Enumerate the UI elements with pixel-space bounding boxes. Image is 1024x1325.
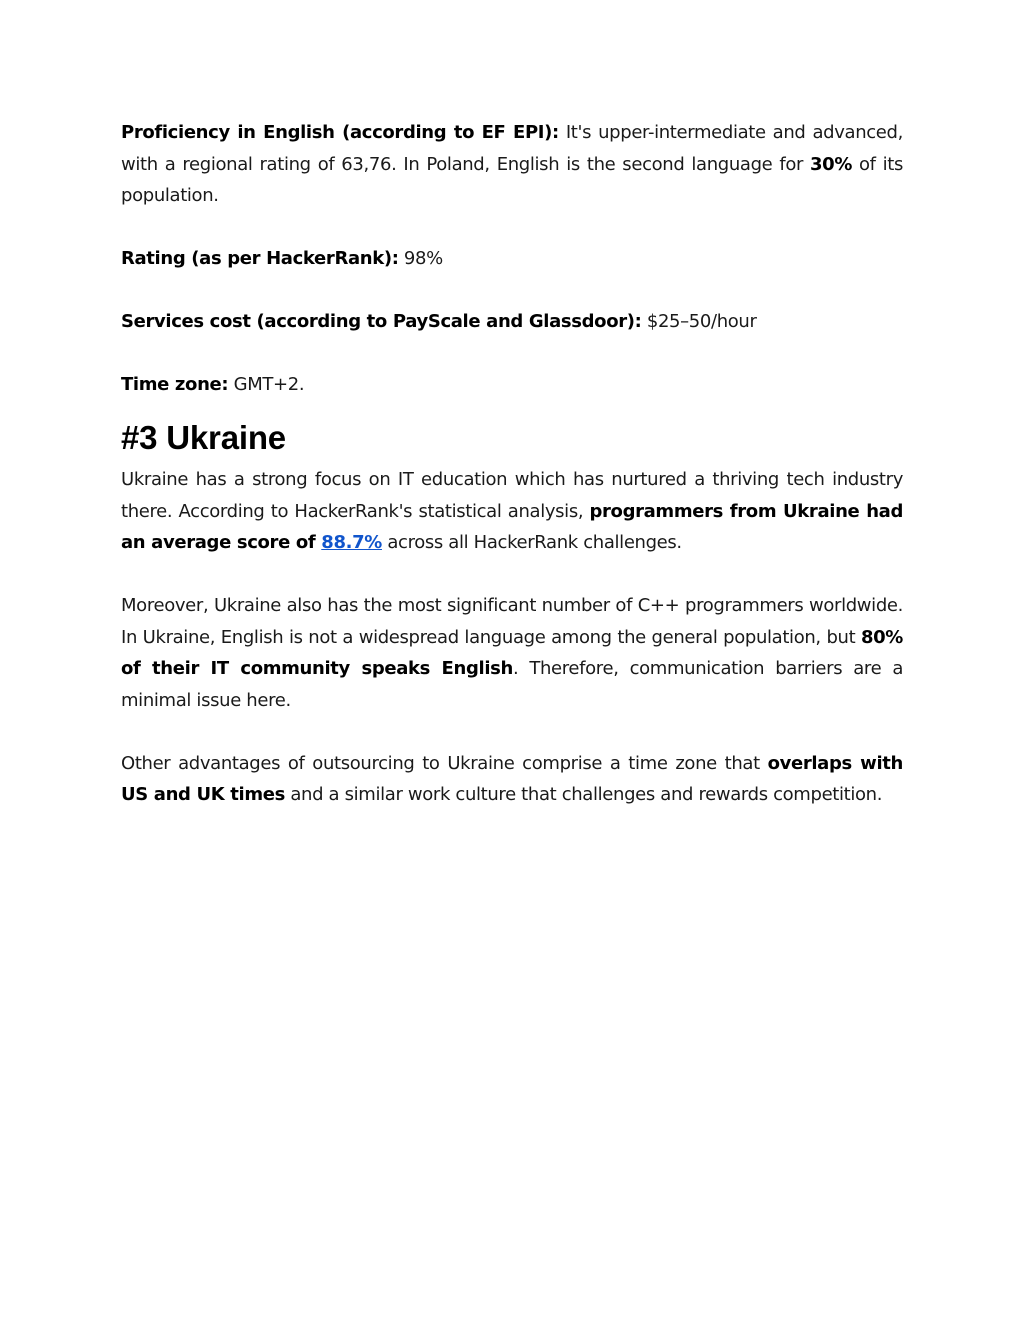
proficiency-text-end: of its population. [121,153,904,206]
services-cost-label: Services cost (according to PayScale and Glassdoor): [121,311,642,332]
services-cost-value: $25–50/hour [641,311,757,332]
rating-label: Rating (as per HackerRank): [121,248,399,269]
ukraine-paragraph-1 [121,464,903,559]
hackerrank-score-link[interactable]: 88.7% [321,532,382,553]
ukraine-p2-text: Moreover, Ukraine also has the most significant number of C++ programmers worldwide. In Ukraine, English is not a widespread language among the general population, but [121,595,903,648]
proficiency-percent: 30% [810,153,853,175]
ukraine-p3-text: Other advantages of outsourcing to Ukraine comprise a time zone that [121,752,768,774]
proficiency-text: It's upper-intermediate and advanced, with a regional rating of 63,76. In Poland, English is the second language for [121,122,903,175]
document-page [121,117,903,842]
services-cost-paragraph [121,306,903,338]
time-zone-value: GMT+2. [228,374,305,395]
ukraine-p3-text-end: and a similar work culture that challenges and rewards competition. [285,784,883,805]
rating-value: 98% [398,248,443,269]
ukraine-p1-text: Ukraine has a strong focus on IT education which has nurtured a thriving tech industry there. According to HackerRank's statistical analysis, [121,469,903,522]
ukraine-p2-text-end: . Therefore, communication barriers are a minimal issue here. [121,658,903,711]
ukraine-p3-bold: overlaps with US and UK times [121,752,903,805]
ukraine-p2-bold: 80% of their IT community speaks English [121,626,903,679]
proficiency-paragraph [121,117,903,212]
ukraine-p1-text-end: across all HackerRank challenges. [381,532,682,553]
ukraine-p1-bold: programmers from Ukraine had an average score of [121,500,903,553]
time-zone-paragraph [121,369,903,401]
section-heading-ukraine: #3 Ukraine [121,419,286,456]
rating-paragraph [121,243,903,275]
time-zone-label: Time zone: [121,374,229,395]
proficiency-label: Proficiency in English (according to EF EPI): [121,122,559,143]
ukraine-paragraph-2 [121,590,903,716]
ukraine-paragraph-3 [121,748,903,811]
